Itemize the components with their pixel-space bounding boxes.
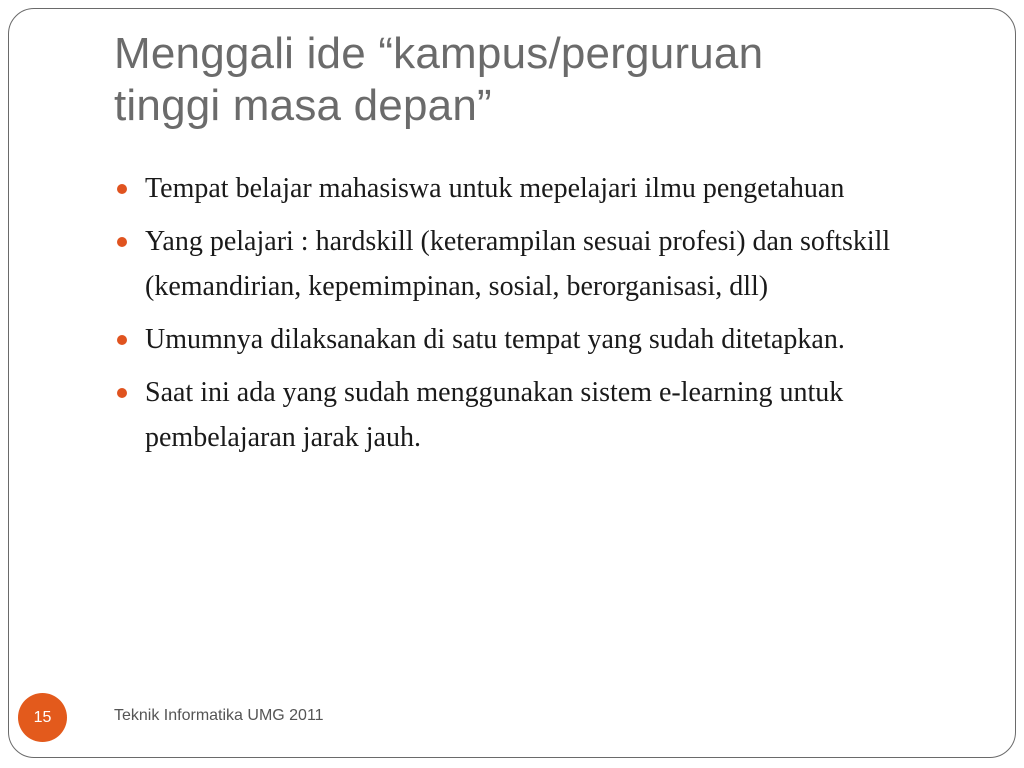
bullet-text: Saat ini ada yang sudah menggunakan sistem e-learning untuk pembelajaran jarak jauh. [145, 377, 844, 453]
bullet-dot-icon [117, 237, 127, 247]
bullet-dot-icon [117, 184, 127, 194]
bullet-text: Tempat belajar mahasiswa untuk mepelajari ilmu pengetahuan [145, 173, 845, 204]
bullet-dot-icon [117, 388, 127, 398]
bullet-item [116, 370, 976, 460]
footer-text: Teknik Informatika UMG 2011 [114, 707, 324, 724]
bullet-item [116, 317, 976, 362]
slide-title-line-1: Menggali ide “kampus/perguruan [114, 29, 764, 78]
bullet-item [116, 166, 976, 211]
page-number-badge: 15 [18, 693, 67, 742]
slide-title [114, 28, 974, 132]
bullet-text: Umumnya dilaksanakan di satu tempat yang sudah ditetapkan. [145, 324, 845, 355]
slide-title-line-2: tinggi masa depan” [114, 81, 492, 130]
bullet-item [116, 219, 976, 309]
bullet-text: Yang pelajari : hardskill (keterampilan sesuai profesi) dan softskill (kemandirian, kepemimpinan, sosial, berorganisasi, dll) [145, 226, 891, 302]
bullet-dot-icon [117, 335, 127, 345]
bullet-list [116, 166, 976, 468]
